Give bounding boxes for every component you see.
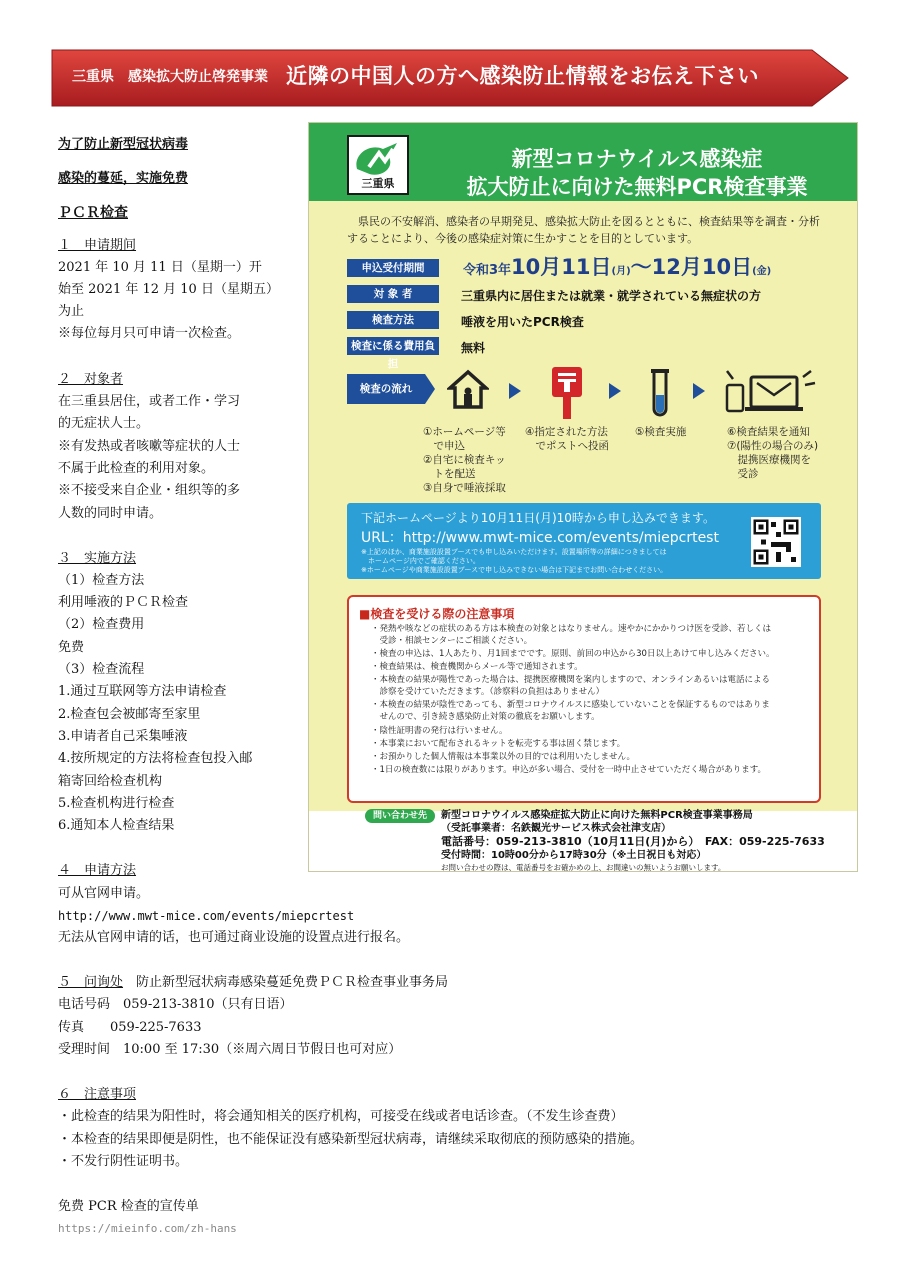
footer-title: 免费 PCR 检查的宣传单: [58, 1199, 199, 1214]
section-3-line: 1.通过互联网等方法申请检查: [58, 684, 227, 699]
flow-step-line: ⑦(陽性の場合のみ): [727, 440, 819, 452]
section-3-line: （3）检查流程: [58, 662, 145, 677]
house-icon: [447, 369, 489, 411]
flow-step-line: ①ホームページ等: [423, 426, 506, 438]
section-1-line: ※每位每月只可申请一次检查。: [58, 326, 241, 341]
flow-step-text: [423, 425, 506, 495]
section-3-line: 箱寄回给检查机构: [58, 774, 163, 789]
precaution-line: ・本事業において配布されるキットを転売する事は固く禁じます。: [371, 739, 626, 749]
flyer-intro: 県民の不安解消、感染者の早期発見、感染拡大防止を図るとともに、検査結果等を調査・分析することにより、今後の感染症対策に生かすことを目的としています。: [347, 215, 820, 245]
period-weekday-2: (金): [752, 266, 772, 277]
precaution-line: 診察を受けていただきます。（診察料の負担はありません）: [371, 687, 605, 697]
flyer-title-line-2: 拡大防止に向けた無料PCR検査事業: [466, 175, 808, 199]
flow-step-line: 提携医療機関を: [727, 454, 811, 466]
period-sep: 〜: [630, 255, 652, 279]
url-info-box: [347, 503, 821, 579]
precautions-title: ■検査を受ける際の注意事項: [359, 607, 515, 621]
method-value: 唾液を用いたPCR検査: [461, 315, 584, 329]
contact-badge: 問い合わせ先: [365, 809, 435, 823]
section-2-line: ※有发热或者咳嗽等症状的人士: [58, 439, 241, 454]
flow-step-text: [525, 425, 609, 453]
precaution-line: せんので、引き続き感染防止対策の徹底をお願いします。: [371, 712, 600, 722]
section-2-heading: ２ 对象者: [58, 372, 124, 387]
left-title-line-2: 感染的蔓延，实施免费: [58, 171, 189, 186]
section-5-heading-line: [58, 972, 448, 995]
precaution-line: ・発熱や咳などの症状のある方は本検査の対象とはなりません。速やかにかかりつけ医を受診、若しくは: [371, 624, 772, 634]
flow-step-line: ⑥検査結果を通知: [727, 426, 810, 438]
contact-line: （受託事業者：名鉄観光サービス株式会社津支店）: [441, 823, 671, 834]
section-5-org: 防止新型冠状病毒感染蔓延免费ＰＣＲ检查事业事务局: [123, 975, 449, 990]
flow-step-line: ②自宅に検査キッ: [423, 454, 506, 466]
section-1-line: 为止: [58, 304, 85, 319]
section-5-heading: ５ 问询处: [58, 975, 124, 990]
section-3-line: 6.通知本人检查结果: [58, 818, 175, 833]
section-2-line: 不属于此检查的利用对象。: [58, 461, 215, 476]
section-3-line: （2）检查费用: [58, 617, 145, 632]
precaution-line: ・検査の申込は、1人あたり、月1回までです。原則、前回の申込から30日以上あけて申し込みください。: [371, 649, 775, 659]
section-1-line: 2021 年 10 月 11 日（星期一）开: [58, 260, 262, 275]
contact-line: お問い合わせの際は、電話番号をお確かめの上、お間違いの無いようお願いします。: [441, 863, 726, 872]
url-note-line: ホームページ内でご確認ください。: [361, 557, 480, 565]
section-2-line: 人数的同时申请。: [58, 506, 163, 521]
section-2-line: 的无症状人士。: [58, 416, 150, 431]
period-date-1: 10月11日: [511, 255, 612, 279]
contact-line: 新型コロナウイルス感染症拡大防止に向けた無料PCR検査事業事務局: [441, 810, 753, 821]
url-note-line: ※上記のほか、商業施設設置ブースでも申し込みいただけます。設置場所等の詳細につきましては: [361, 548, 667, 556]
precaution-line: ・検査結果は、検査機関からメール等で通知されます。: [371, 662, 583, 672]
flyer-title-line-1: 新型コロナウイルス感染症: [511, 147, 763, 171]
phone-laptop-icon: [723, 367, 819, 417]
period-value: [463, 251, 771, 281]
section-3-line: （1）检查方法: [58, 573, 145, 588]
logo-label: 三重県: [361, 177, 395, 190]
section-5-line: 受理时间 10:00 至 17:30（※周六周日节假日也可对应）: [58, 1042, 402, 1057]
mie-logo-icon: [347, 135, 409, 195]
section-5-line: 电话号码 059-213-3810（只有日语）: [58, 997, 293, 1012]
section-2-line: ※不接受来自企业・组织等的多: [58, 483, 241, 498]
left-title-line-3: ＰＣＲ检查: [58, 205, 128, 221]
label-cost: 検査に係る費用負担: [347, 337, 439, 355]
test-tube-icon: [647, 367, 673, 419]
cost-value: 無料: [461, 341, 486, 355]
section-4-line: 无法从官网申请的话，也可通过商业设施的设置点进行报名。: [58, 930, 410, 945]
flow-step-line: ④指定された方法: [525, 426, 608, 438]
precaution-line: ・1日の検査数には限りがあります。申込が多い場合、受付を一時中止させていただく場合があります。: [371, 765, 767, 775]
url-note-line: ※ホームページや商業施設設置ブースで申し込みできない場合は下記までお問い合わせください。: [361, 566, 668, 574]
period-weekday-1: (月): [611, 266, 631, 277]
precautions-box: [347, 595, 821, 803]
header-banner: [50, 46, 850, 108]
section-4-heading: ４ 申请方法: [58, 863, 137, 878]
flyer-header: [309, 123, 857, 201]
label-period: 申込受付期間: [347, 259, 439, 277]
label-method: 検査方法: [347, 311, 439, 329]
flow-arrow: [509, 383, 521, 399]
banner-right-text: 近隣の中国人の方へ感染防止情報をお伝え下さい: [286, 64, 759, 88]
section-1-heading: １ 申请期间: [58, 238, 137, 253]
period-prefix: 令和3年: [463, 263, 512, 278]
section-6-heading: ６ 注意事项: [58, 1087, 137, 1102]
section-3-line: 5.检查机构进行检查: [58, 796, 175, 811]
target-value: 三重県内に居住または就業・就学されている無症状の方: [461, 289, 762, 303]
precaution-line: ・陰性証明書の発行は行いません。: [371, 726, 508, 736]
flow-arrow: [609, 383, 621, 399]
precaution-line: ・お預かりした個人情報は本事業以外の目的では利用いたしません。: [371, 752, 636, 762]
period-date-2: 12月10日: [651, 255, 753, 279]
flow-arrow: [693, 383, 705, 399]
flow-label-arrow: [425, 374, 435, 404]
contact-line: 電話番号：059-213-3810（10月11日(月)から） FAX：059-225-7633: [441, 835, 825, 848]
section-3-line: 2.检查包会被邮寄至家里: [58, 707, 201, 722]
section-6-line: ・此检查的结果为阳性时，将会通知相关的医疗机构，可接受在线或者电话诊查。（不发生诊查费）: [58, 1109, 624, 1124]
left-title-line-1: 为了防止新型冠状病毒: [58, 137, 189, 152]
qr-code-icon[interactable]: [751, 517, 801, 567]
section-5-line: 传真 059-225-7633: [58, 1020, 202, 1035]
flow-step-line: でポストへ投函: [525, 440, 609, 452]
flow-step-text: [727, 425, 818, 481]
flow-step-line: 受診: [727, 468, 759, 480]
section-6-line: ・本检查的结果即便是阴性，也不能保证没有感染新型冠状病毒，请继续采取彻底的预防感染的措施。: [58, 1132, 644, 1147]
section-3-heading: ３ 实施方法: [58, 551, 137, 566]
flow-step-line: ⑤検査実施: [635, 426, 687, 438]
footer-url-link[interactable]: https://mieinfo.com/zh-hans: [58, 1222, 237, 1235]
section-3-line: 免费: [58, 640, 85, 655]
label-target: 対 象 者: [347, 285, 439, 303]
precaution-line: ・本検査の結果が陽性であった場合は、提携医療機関を案内しますので、オンラインあるいは電話による: [371, 675, 770, 685]
pcr-flyer-image: [308, 122, 858, 872]
url-text[interactable]: URL：http://www.mwt-mice.com/events/miepcrtest: [361, 530, 719, 546]
flow-step-text: [635, 425, 686, 439]
banner-left-text: 三重県 感染拡大防止啓発事業: [72, 69, 268, 85]
section-6-line: ・不发行阴性证明书。: [58, 1154, 189, 1169]
mailbox-icon: [549, 365, 585, 421]
flow-step-line: ③自身で唾液採取: [423, 482, 506, 494]
section-1-line: 始至 2021 年 12 月 10 日（星期五）: [58, 282, 279, 297]
precaution-line: ・本検査の結果が陰性であっても、新型コロナウイルスに感染していないことを保証するものではありま: [371, 700, 770, 710]
section-2-line: 在三重县居住，或者工作・学习: [58, 394, 241, 409]
flow-step-line: で申込: [423, 440, 465, 452]
apply-url-link[interactable]: http://www.mwt-mice.com/events/miepcrtest: [58, 909, 355, 923]
url-notes: [361, 548, 667, 575]
section-4-line: 可从官网申请。: [58, 886, 150, 901]
precaution-line: 受診・相談センターにご相談ください。: [371, 636, 533, 646]
section-3-line: 3.申请者自己采集唾液: [58, 729, 188, 744]
flow-step-line: トを配送: [423, 468, 476, 480]
section-3-line: 利用唾液的ＰＣＲ检查: [58, 595, 189, 610]
section-3-line: 4.按所规定的方法将检查包投入邮: [58, 751, 253, 766]
label-flow: 検査の流れ: [347, 374, 425, 404]
flyer-contact: [309, 811, 857, 871]
contact-line: 受付時間：10時00分から17時30分（※土日祝日も対応）: [441, 850, 707, 861]
url-intro: 下記ホームページより10月11日(月)10時から申し込みできます。: [361, 511, 715, 525]
